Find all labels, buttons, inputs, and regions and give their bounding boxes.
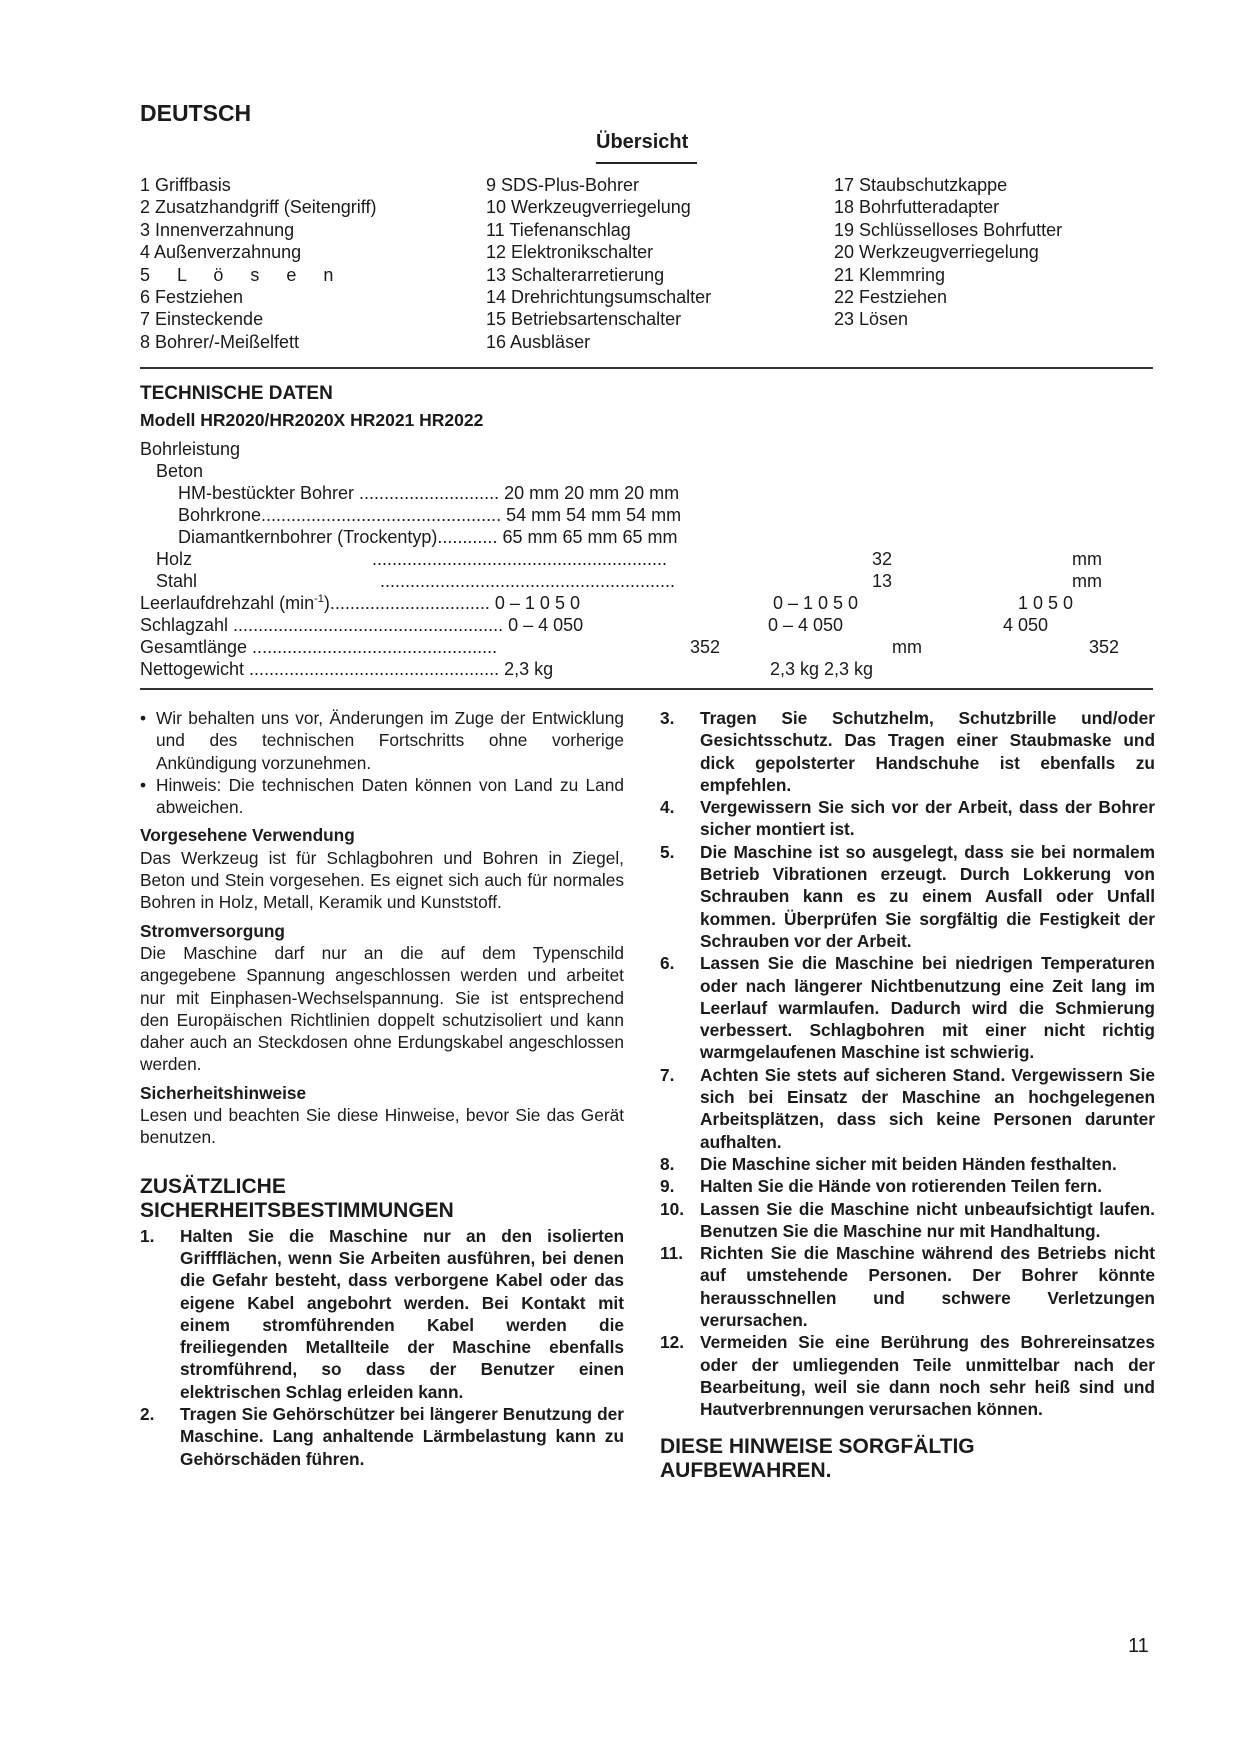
list-item: 5 L ö s e n (140, 264, 334, 285)
spec-value-stahl: 13 (872, 571, 893, 591)
section-heading-safety: Sicherheitshinweise (140, 1082, 307, 1103)
list-item: 2 Zusatzhandgriff (Seitengriff) (140, 197, 377, 218)
spec-label-leerlauf: Leerlaufdrehzahl (min (140, 593, 315, 613)
spec-row-gesamtlaenge: Gesamtlänge ................................................. (140, 637, 498, 657)
spec-dots: ........................................................... (380, 571, 676, 591)
item-text: Die Maschine sicher mit beiden Händen festhalten. (700, 1153, 1117, 1174)
list-item: 22 Festziehen (834, 287, 948, 308)
note-bullet: • Hinweis: Die technischen Daten können von Land zu Land abweichen. (140, 774, 624, 819)
item-text: Lassen Sie die Maschine nicht unbeaufsichtigt laufen. Benutzen Sie die Maschine nur mit Handhaltung. (700, 1198, 1155, 1241)
closing-heading: DIESE HINWEISE SORGFÄLTIG (660, 1434, 975, 1458)
overview-column-2 (486, 174, 711, 353)
list-item: 21 Klemmring (834, 264, 946, 285)
spec-value-netto-2: 2,3 kg 2,3 kg (770, 659, 874, 679)
spec-unit: mm (892, 637, 922, 657)
section-heading-power: Stromversorgung (140, 920, 285, 941)
list-item: 17 Staubschutzkappe (834, 175, 1008, 195)
spec-value-schlag-2: 0 – 4 050 (768, 615, 844, 635)
section-text-power: Die Maschine darf nur an die auf dem Typenschild angegebene Spannung angeschlossen werden und arbeitet nur mit Einphasen-Wechselspannung. Sie ist entsprechend den Europäischen Richtlinien doppelt schutzisoliert und kann daher auch an Steckdosen ohne Erdungskabel angeschlossen werden. (140, 942, 624, 1075)
spec-unit: mm (1072, 549, 1102, 569)
spec-row-nettogewicht: Nettogewicht .................................................. 2,3 kg (140, 659, 554, 679)
item-number: 7. (660, 1064, 675, 1085)
closing-heading-2: AUFBEWAHREN. (660, 1458, 832, 1482)
language-heading: DEUTSCH (140, 100, 252, 126)
additional-safety-heading-2: SICHERHEITSBESTIMMUNGEN (140, 1198, 454, 1222)
list-item (660, 1331, 1155, 1420)
spec-value-leerlauf-3: 1 0 5 0 (1018, 593, 1074, 613)
list-item: 8 Bohrer/-Meißelfett (140, 331, 300, 352)
item-text: Vergewissern Sie sich vor der Arbeit, dass der Bohrer sicher montiert ist. (700, 797, 1155, 840)
item-number: 5. (660, 841, 675, 862)
spec-value-holz: 32 (872, 549, 893, 569)
right-column (660, 707, 1155, 1483)
list-item: 15 Betriebsartenschalter (486, 309, 682, 330)
spec-value-gesamt-1: 352 (690, 637, 721, 657)
section-heading-use: Vorgesehene Verwendung (140, 825, 355, 846)
list-item: 12 Elektronikschalter (486, 242, 654, 263)
item-number: 10. (660, 1198, 685, 1219)
additional-safety-heading: ZUSÄTZLICHE (140, 1174, 286, 1198)
list-item: 3 Innenverzahnung (140, 219, 295, 240)
list-item: 16 Ausbläser (486, 331, 591, 352)
item-text: Achten Sie stets auf sicheren Stand. Vergewissern Sie sich bei Einsatz der Maschine an hochgelegenen Arbeitsplätzen, dass sich keine Personen darunter aufhalten. (700, 1064, 1155, 1152)
item-number: 3. (660, 708, 675, 728)
item-number: 4. (660, 797, 675, 818)
note-bullet: • Wir behalten uns vor, Änderungen im Zuge der Entwicklung und des technischen Fortschritts ohne vorherige Ankündigung vorzunehmen. (140, 707, 624, 774)
item-text: Tragen Sie Gehörschützer bei längerer Benutzung der Maschine. Lang anhaltende Lärmbelastung kann zu Gehörschäden führen. (180, 1404, 624, 1469)
item-number: 2. (140, 1404, 155, 1425)
spec-row-hm-bohrer: HM-bestückter Bohrer ............................ 20 mm 20 mm 20 mm (178, 483, 680, 503)
spec-row-bohrkrone: Bohrkrone................................................ 54 mm 54 mm 54 mm (178, 505, 682, 525)
divider (140, 367, 1153, 369)
list-item: 19 Schlüsselloses Bohrfutter (834, 219, 1063, 240)
item-text: Vermeiden Sie eine Berührung des Bohrereinsatzes oder der umliegenden Teile unmittelbar nach der Bearbeitung, weil sie dann noch sehr heiß sind und Hautverbrennungen verursachen können. (700, 1332, 1155, 1420)
spec-label-holz: Holz (156, 549, 193, 569)
spec-label-stahl: Stahl (156, 571, 198, 591)
overview-title: Übersicht (596, 131, 689, 153)
list-item (660, 1153, 1155, 1175)
list-item: 6 Festziehen (140, 287, 244, 308)
item-text: Die Maschine ist so ausgelegt, dass sie bei normalem Betrieb Vibrationen erzeugt. Durch Lokkerung von Schrauben kann es zu einem Ausfall oder Unfall kommen. Überprüfen Sie sorgfältig die Festigkeit der Schrauben vor der Arbeit. (700, 841, 1155, 951)
spec-row-leerlaufdrehzahl (140, 593, 580, 614)
item-text: Richten Sie die Maschine während des Betriebs nicht auf umstehende Personen. Der Bohrer könnte herausschnellen und schwere Verletzungen verursachen. (700, 1243, 1155, 1331)
list-item (660, 796, 1155, 841)
spec-value-schlag-3: 4 050 (1003, 615, 1049, 635)
item-text: Halten Sie die Hände von rotierenden Teilen fern. (700, 1176, 1103, 1197)
spec-value-leerlauf-2: 0 – 1 0 5 0 (773, 593, 859, 613)
overview-column-1 (140, 174, 376, 353)
spec-row-schlagzahl: Schlagzahl ...................................................... 0 – 4 050 (140, 615, 584, 635)
list-item (660, 1198, 1155, 1243)
item-number: 12. (660, 1332, 685, 1353)
list-item (660, 841, 1155, 952)
overview-underline (596, 162, 697, 164)
spec-superscript: -1 (314, 593, 324, 605)
item-number: 6. (660, 953, 675, 974)
item-number: 1. (140, 1225, 155, 1246)
list-item: 11 Tiefenanschlag (486, 219, 631, 240)
specs-title: TECHNISCHE DATEN (140, 383, 333, 404)
list-item (660, 1175, 1155, 1197)
list-item (660, 1242, 1155, 1331)
list-item (140, 1225, 624, 1403)
item-number: 8. (660, 1153, 675, 1174)
list-item (660, 952, 1155, 1063)
list-item (140, 1403, 624, 1470)
list-item: 20 Werkzeugverriegelung (834, 242, 1039, 263)
list-item: 4 Außenverzahnung (140, 242, 302, 263)
page-number: 11 (1128, 1635, 1149, 1657)
specs-model-line: Modell HR2020/HR2020X HR2021 HR2022 (140, 410, 484, 430)
spec-unit: mm (1072, 571, 1102, 591)
item-text: Halten Sie die Maschine nur an den isolierten Griffflächen, wenn Sie Arbeiten ausführen, bei denen die Gefahr besteht, dass verborgene Kabel oder das eigene Kabel angebohrt werden. Bei Kontakt mit einem stromführenden Kabel werden die freiliegenden Metallteile der Maschine ebenfalls stromführend, so dass der Benutzer einen elektrischen Schlag erleiden kann. (180, 1225, 624, 1402)
list-item: 18 Bohrfutteradapter (834, 197, 1000, 218)
item-text: Tragen Sie Schutzhelm, Schutzbrille und/oder Gesichtsschutz. Das Tragen einer Staubmaske und dick gepolsterter Handschuhe ist ebenfalls zu empfehlen. (700, 708, 1155, 795)
spec-row-diamantkernbohrer: Diamantkernbohrer (Trockentyp)............ 65 mm 65 mm 65 mm (178, 527, 678, 547)
item-text: Lassen Sie die Maschine bei niedrigen Temperaturen oder nach längerer Nichtbenutzung eine Zeit lang im Leerlauf warmlaufen. Dadurch wird die Schmierung verbessert. Schlagbohren mit einer nicht richtig warmgelaufenen Maschine ist schwierig. (700, 953, 1155, 1063)
overview-column-3 (834, 174, 1062, 331)
list-item: 10 Werkzeugverriegelung (486, 197, 691, 218)
list-item: 14 Drehrichtungsumschalter (486, 287, 712, 308)
left-column (140, 707, 624, 1470)
section-text-safety: Lesen und beachten Sie diese Hinweise, bevor Sie das Gerät benutzen. (140, 1105, 624, 1148)
item-number: 11. (660, 1243, 684, 1264)
list-item: 9 SDS-Plus-Bohrer (486, 175, 640, 195)
list-item (660, 707, 1155, 796)
spec-value-leerlauf: )................................ 0 – 1 0 5 0 (323, 593, 580, 613)
item-number: 9. (660, 1176, 675, 1197)
list-item: 1 Griffbasis (140, 175, 231, 195)
list-item (660, 1064, 1155, 1153)
section-text-use: Das Werkzeug ist für Schlagbohren und Bohren in Ziegel, Beton und Stein vorgesehen. Es eignet sich auch für normales Bohren in Holz, Metall, Keramik und Kunststoff. (140, 847, 624, 913)
list-item: 7 Einsteckende (140, 309, 264, 330)
spec-dots: ........................................................... (372, 549, 668, 569)
spec-label-bohrleistung: Bohrleistung (140, 439, 241, 459)
list-item: 23 Lösen (834, 309, 909, 330)
divider (140, 688, 1153, 690)
spec-label-beton: Beton (156, 461, 204, 481)
spec-value-gesamt-3: 352 (1089, 637, 1120, 657)
list-item: 13 Schalterarretierung (486, 264, 665, 285)
